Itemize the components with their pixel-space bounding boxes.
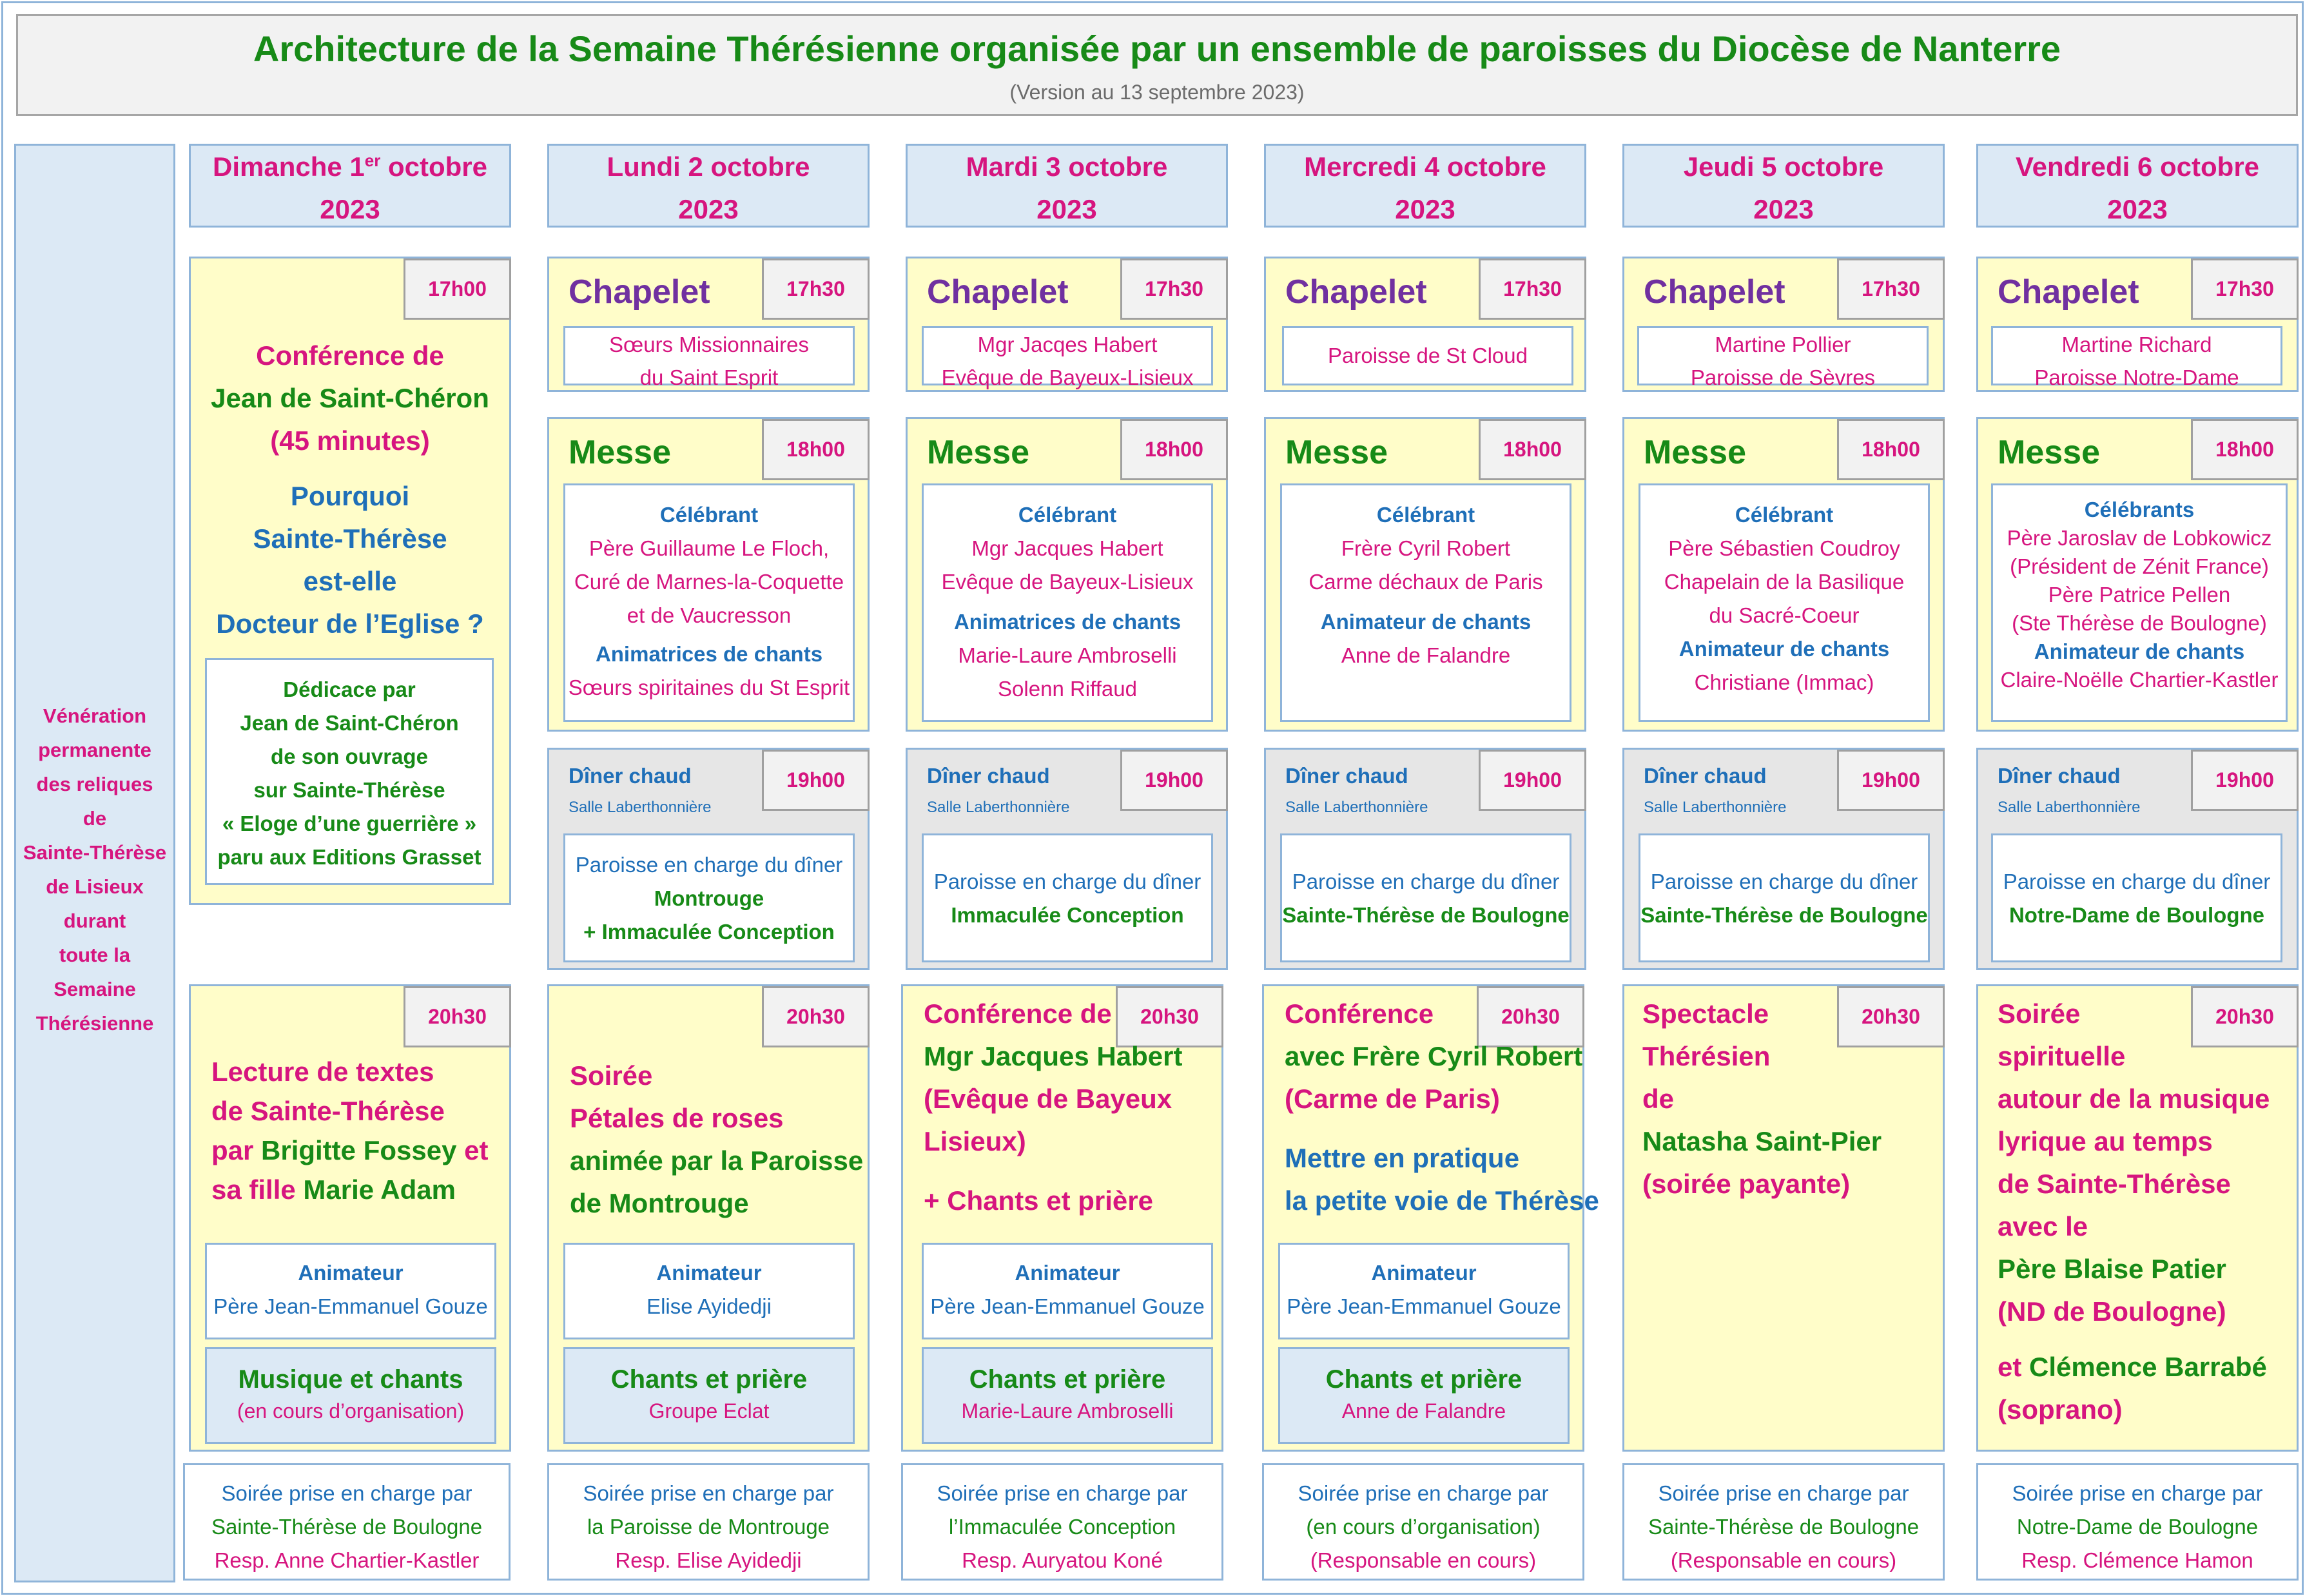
conference-title xyxy=(191,335,509,462)
soiree-line: de xyxy=(1642,1084,1675,1114)
soiree-line: avec Frère Cyril Robert xyxy=(1285,1041,1583,1071)
messe-card-mercredi xyxy=(1264,417,1586,732)
celebrant-heading: Célébrant xyxy=(1735,503,1834,527)
time-badge: 20h30 xyxy=(1837,986,1945,1047)
time-badge: 19h00 xyxy=(762,750,870,811)
chapelet-card-mardi xyxy=(906,257,1228,392)
day-header-dimanche xyxy=(189,144,511,228)
day-header-year: 2023 xyxy=(678,194,739,224)
diner-paroisse: Sainte-Thérèse de Boulogne xyxy=(1282,903,1570,927)
diner-intro: Paroisse en charge du dîner xyxy=(1650,870,1918,893)
time-badge: 17h00 xyxy=(404,258,511,320)
celebrant-heading: Célébrant xyxy=(1376,503,1475,527)
chapelet-line: Martine Richard xyxy=(2061,333,2212,356)
chapelet-line: Paroisse de Sèvres xyxy=(1690,365,1876,389)
chapelet-line: Paroisse de St Cloud xyxy=(1327,344,1528,367)
time-badge: 20h30 xyxy=(1116,986,1223,1047)
prise-paroisse: Sainte-Thérèse de Boulogne xyxy=(1648,1515,1920,1539)
soiree-title xyxy=(1642,993,1882,1205)
celebrant-line: Evêque de Bayeux-Lisieux xyxy=(941,570,1194,594)
prise-en-charge-mardi xyxy=(901,1463,1223,1581)
dedicace-line: de son ouvrage xyxy=(271,744,428,768)
chapelet-line: Sœurs Missionnaires xyxy=(609,333,809,356)
soiree-text: par xyxy=(211,1135,262,1165)
diner-salle: Salle Laberthonnière xyxy=(927,799,1070,816)
day-header-mardi xyxy=(906,144,1228,228)
soiree-text: et xyxy=(456,1135,489,1165)
chapelet-detail xyxy=(1637,326,1929,389)
celebrant-heading: Célébrant xyxy=(659,503,759,527)
dedicace-line: Dédicace par xyxy=(283,677,416,701)
soiree-line: Soirée xyxy=(1998,998,2081,1029)
prise-en-charge-lundi xyxy=(547,1463,870,1581)
time-badge: 18h00 xyxy=(1479,419,1586,480)
soiree-person: Marie Adam xyxy=(303,1174,456,1205)
celebrant-heading: Célébrant xyxy=(1018,503,1117,527)
soiree-line: la petite voie de Thérèse xyxy=(1285,1185,1599,1216)
day-header-year: 2023 xyxy=(320,194,380,224)
diner-salle: Salle Laberthonnière xyxy=(569,799,712,816)
chapelet-card-mercredi xyxy=(1264,257,1586,392)
soiree-line: Mettre en pratique xyxy=(1285,1143,1520,1173)
prise-en-charge-dimanche xyxy=(183,1463,511,1581)
diner-detail xyxy=(563,833,855,962)
soiree-line: de Montrouge xyxy=(570,1188,749,1218)
messe-card-lundi xyxy=(547,417,870,732)
chants-line: Anne de Falandre xyxy=(1341,643,1511,667)
soiree-line: Lecture de textes xyxy=(211,1056,434,1087)
chapelet-label: Chapelet xyxy=(1285,273,1427,311)
diner-detail xyxy=(1280,833,1571,962)
messe-card-vendredi xyxy=(1976,417,2299,732)
messe-label: Messe xyxy=(1285,434,1388,471)
messe-label: Messe xyxy=(1998,434,2100,471)
chants-heading: Animatrices de chants xyxy=(953,610,1182,634)
soiree-title xyxy=(924,993,1182,1222)
time-badge: 19h00 xyxy=(1837,750,1945,811)
sidebar-line: permanente xyxy=(38,739,151,761)
prise-paroisse: la Paroisse de Montrouge xyxy=(587,1515,830,1539)
animateur-heading: Animateur xyxy=(298,1261,404,1285)
sidebar-line: durant xyxy=(63,910,126,932)
chants-line: Claire-Noëlle Chartier-Kastler xyxy=(2000,668,2279,692)
day-header-lundi xyxy=(547,144,870,228)
diner-detail xyxy=(922,833,1213,962)
soiree-text: sa fille xyxy=(211,1174,304,1205)
prise-responsable: Resp. Anne Chartier-Kastler xyxy=(214,1548,480,1572)
soiree-card-mardi xyxy=(901,984,1223,1452)
chapelet-label: Chapelet xyxy=(927,273,1069,311)
time-badge: 17h30 xyxy=(1837,258,1945,320)
soiree-text: et xyxy=(1998,1352,2030,1382)
prise-responsable: Resp. Auryatou Koné xyxy=(962,1548,1163,1572)
chapelet-detail xyxy=(563,326,855,389)
time-badge: 20h30 xyxy=(2191,986,2299,1047)
question-line: est-elle xyxy=(303,566,397,596)
time-badge: 17h30 xyxy=(1120,258,1228,320)
prise-responsable: Resp. Clémence Hamon xyxy=(2021,1548,2253,1572)
prise-intro: Soirée prise en charge par xyxy=(1298,1481,1549,1505)
chapelet-line: Mgr Jacqes Habert xyxy=(977,333,1158,356)
messe-detail xyxy=(563,483,855,722)
animateur-name: Père Jean-Emmanuel Gouze xyxy=(213,1294,488,1318)
time-badge: 18h00 xyxy=(762,419,870,480)
animateur-box xyxy=(205,1243,496,1339)
day-header-year: 2023 xyxy=(1753,194,1814,224)
dedicace-line: sur Sainte-Thérèse xyxy=(253,778,445,802)
celebrant-line: Frère Cyril Robert xyxy=(1341,536,1511,560)
chapelet-line: du Saint Esprit xyxy=(639,365,779,389)
sidebar-line: Sainte-Thérèse xyxy=(23,841,167,864)
sidebar-line: toute la xyxy=(59,944,131,966)
animateur-heading: Animateur xyxy=(656,1261,762,1285)
chapelet-line: Paroisse Notre-Dame xyxy=(2034,365,2239,389)
diner-paroisse: Montrouge xyxy=(654,886,764,910)
sidebar-line: de Lisieux xyxy=(46,875,144,898)
sidebar-line: de xyxy=(83,807,107,830)
animateur-box xyxy=(1278,1243,1570,1339)
diner-intro: Paroisse en charge du dîner xyxy=(933,870,1201,893)
soiree-line: de Sainte-Thérèse xyxy=(1998,1169,2231,1199)
diner-label: Dîner chaud xyxy=(927,764,1050,788)
soiree-card-jeudi xyxy=(1622,984,1945,1452)
chants-heading: Animateur de chants xyxy=(1678,637,1890,661)
diner-salle: Salle Laberthonnière xyxy=(1998,799,2141,816)
soiree-title xyxy=(1998,993,2270,1431)
chants-line: Sœurs spiritaines du St Esprit xyxy=(568,676,850,699)
time-badge: 19h00 xyxy=(1120,750,1228,811)
sidebar-line: Semaine xyxy=(53,978,136,1000)
musique-box xyxy=(205,1347,496,1444)
day-header-vendredi xyxy=(1976,144,2299,228)
messe-label: Messe xyxy=(927,434,1029,471)
diner-card-jeudi xyxy=(1622,748,1945,970)
messe-label: Messe xyxy=(569,434,671,471)
soiree-title xyxy=(1285,993,1599,1222)
diner-salle: Salle Laberthonnière xyxy=(1285,799,1428,816)
diner-label: Dîner chaud xyxy=(1644,764,1767,788)
soiree-line: + Chants et prière xyxy=(924,1185,1153,1216)
chapelet-card-jeudi xyxy=(1622,257,1945,392)
soiree-line: de Sainte-Thérèse xyxy=(211,1096,445,1126)
soiree-title xyxy=(570,1055,863,1225)
soiree-line: Conférence xyxy=(1285,998,1434,1029)
soiree-title xyxy=(211,1052,488,1209)
animateur-box xyxy=(922,1243,1213,1339)
prise-paroisse: Sainte-Thérèse de Boulogne xyxy=(211,1515,483,1539)
soiree-line xyxy=(211,1170,488,1209)
celebrant-line: et de Vaucresson xyxy=(627,603,792,627)
time-badge: 19h00 xyxy=(1479,750,1586,811)
soiree-line: (soprano) xyxy=(1998,1394,2123,1425)
day-header-line1: Jeudi 5 octobre xyxy=(1683,151,1884,182)
sidebar-veneration xyxy=(14,144,175,1582)
chants-heading: Animateur de chants xyxy=(2034,639,2245,663)
celebrant-line: Père Patrice Pellen xyxy=(2048,583,2231,607)
musique-title: Chants et prière xyxy=(969,1365,1166,1394)
soiree-line: Conférence de xyxy=(924,998,1112,1029)
diner-label: Dîner chaud xyxy=(1998,764,2121,788)
musique-title: Chants et prière xyxy=(610,1365,808,1394)
sidebar-line: Thérésienne xyxy=(35,1012,154,1035)
chants-heading: Animatrices de chants xyxy=(595,642,823,666)
sidebar-line: Vénération xyxy=(43,705,147,727)
soiree-line: Spectacle xyxy=(1642,998,1769,1029)
animateur-heading: Animateur xyxy=(1015,1261,1120,1285)
sidebar-line: des reliques xyxy=(36,773,153,795)
day-header-year: 2023 xyxy=(1036,194,1097,224)
celebrant-line: Père Sébastien Coudroy xyxy=(1668,536,1900,560)
question-line: Pourquoi xyxy=(290,481,410,511)
diner-paroisse: + Immaculée Conception xyxy=(583,920,835,944)
soiree-line: Mgr Jacques Habert xyxy=(924,1041,1183,1071)
celebrant-line: (Président de Zénit France) xyxy=(2010,554,2269,578)
diner-intro: Paroisse en charge du dîner xyxy=(2003,870,2271,893)
diner-paroisse: Sainte-Thérèse de Boulogne xyxy=(1640,903,1928,927)
prise-paroisse: l’Immaculée Conception xyxy=(948,1515,1176,1539)
time-badge: 20h30 xyxy=(762,986,870,1047)
messe-detail xyxy=(1280,483,1571,722)
diner-card-vendredi xyxy=(1976,748,2299,970)
prise-en-charge-vendredi xyxy=(1976,1463,2299,1581)
diner-label: Dîner chaud xyxy=(1285,764,1408,788)
chants-line: Marie-Laure Ambroselli xyxy=(958,643,1177,667)
soiree-line: (ND de Boulogne) xyxy=(1998,1296,2226,1327)
chapelet-line: Evêque de Bayeux-Lisieux xyxy=(941,365,1194,389)
soiree-card-mercredi xyxy=(1262,984,1599,1452)
diner-card-mardi xyxy=(906,748,1228,970)
soiree-card-vendredi xyxy=(1976,984,2299,1452)
soiree-person: Brigitte Fossey xyxy=(261,1135,457,1165)
animateur-name: Père Jean-Emmanuel Gouze xyxy=(1287,1294,1561,1318)
chapelet-card-lundi xyxy=(547,257,870,392)
animateur-name: Père Jean-Emmanuel Gouze xyxy=(930,1294,1205,1318)
musique-title: Chants et prière xyxy=(1325,1365,1522,1394)
musique-box xyxy=(563,1347,855,1444)
prise-intro: Soirée prise en charge par xyxy=(2012,1481,2263,1505)
musique-sub: Anne de Falandre xyxy=(1341,1399,1506,1423)
conference-dimanche-card xyxy=(189,257,511,905)
chapelet-detail xyxy=(1282,326,1573,385)
musique-box xyxy=(922,1347,1213,1444)
day-name: Dimanche 1 xyxy=(212,151,365,182)
chapelet-line: Martine Pollier xyxy=(1715,333,1851,356)
celebrant-line: Carme déchaux de Paris xyxy=(1308,570,1543,594)
celebrant-line: Mgr Jacques Habert xyxy=(971,536,1163,560)
prise-intro: Soirée prise en charge par xyxy=(1658,1481,1909,1505)
soiree-line xyxy=(1998,1346,2270,1388)
prise-en-charge-jeudi xyxy=(1622,1463,1945,1581)
musique-sub: Marie-Laure Ambroselli xyxy=(961,1399,1174,1423)
diner-salle: Salle Laberthonnière xyxy=(1644,799,1787,816)
dedicace-box xyxy=(205,658,494,885)
chapelet-label: Chapelet xyxy=(569,273,710,311)
title-box xyxy=(16,14,2298,116)
soiree-line: Natasha Saint-Pier xyxy=(1642,1126,1882,1156)
prise-responsable: (Responsable en cours) xyxy=(1670,1548,1897,1572)
day-header-line1: Mercredi 4 octobre xyxy=(1304,151,1546,182)
celebrant-line: du Sacré-Coeur xyxy=(1709,603,1860,627)
diner-detail xyxy=(1991,833,2282,962)
day-header-line1 xyxy=(191,146,509,188)
celebrant-line: Père Jaroslav de Lobkowicz xyxy=(2007,526,2272,550)
soiree-line xyxy=(211,1131,488,1170)
day-ordinal: er xyxy=(364,151,381,170)
soiree-card-lundi xyxy=(547,984,870,1452)
celebrant-heading: Célébrants xyxy=(2084,498,2195,521)
animateur-box xyxy=(563,1243,855,1339)
diner-intro: Paroisse en charge du dîner xyxy=(1292,870,1560,893)
day-header-year: 2023 xyxy=(2107,194,2168,224)
prise-en-charge-mercredi xyxy=(1262,1463,1584,1581)
messe-detail xyxy=(1991,483,2288,722)
soiree-line: (Carme de Paris) xyxy=(1285,1084,1500,1114)
day-header-year: 2023 xyxy=(1395,194,1455,224)
celebrant-line: Curé de Marnes-la-Coquette xyxy=(574,570,844,594)
prise-responsable: (Responsable en cours) xyxy=(1310,1548,1537,1572)
soiree-line: Père Blaise Patier xyxy=(1998,1254,2226,1284)
chapelet-label: Chapelet xyxy=(1644,273,1785,311)
time-badge: 17h30 xyxy=(762,258,870,320)
soiree-line: (soirée payante) xyxy=(1642,1169,1851,1199)
celebrant-line: Chapelain de la Basilique xyxy=(1664,570,1905,594)
diner-paroisse: Notre-Dame de Boulogne xyxy=(2008,903,2265,927)
version-label: (Version au 13 septembre 2023) xyxy=(1009,81,1305,104)
soiree-line: Pétales de roses xyxy=(570,1103,784,1133)
soiree-line: (Evêque de Bayeux xyxy=(924,1084,1172,1114)
musique-title: Musique et chants xyxy=(238,1365,463,1394)
messe-label: Messe xyxy=(1644,434,1746,471)
diner-paroisse: Immaculée Conception xyxy=(951,903,1184,927)
dedicace-line: « Eloge d’une guerrière » xyxy=(222,812,477,835)
diner-detail xyxy=(1639,833,1930,962)
sidebar-text xyxy=(16,699,173,1040)
soiree-line: spirituelle xyxy=(1998,1041,2126,1071)
day-header-mercredi xyxy=(1264,144,1586,228)
dedicace-line: Jean de Saint-Chéron xyxy=(240,711,459,735)
musique-sub: (en cours d’organisation) xyxy=(237,1399,465,1423)
prise-intro: Soirée prise en charge par xyxy=(221,1481,472,1505)
soiree-person: Clémence Barrabé xyxy=(2029,1352,2267,1382)
diner-card-mercredi xyxy=(1264,748,1586,970)
conference-duration: (45 minutes) xyxy=(270,425,430,456)
musique-sub: Groupe Eclat xyxy=(648,1399,770,1423)
diner-label: Dîner chaud xyxy=(569,764,692,788)
prise-intro: Soirée prise en charge par xyxy=(583,1481,834,1505)
time-badge: 18h00 xyxy=(1120,419,1228,480)
question-line: Sainte-Thérèse xyxy=(253,523,447,554)
day-header-jeudi xyxy=(1622,144,1945,228)
diner-card-lundi xyxy=(547,748,870,970)
chapelet-card-vendredi xyxy=(1976,257,2299,392)
time-badge: 18h00 xyxy=(1837,419,1945,480)
day-month: octobre xyxy=(380,151,488,182)
diner-intro: Paroisse en charge du dîner xyxy=(575,853,843,877)
chapelet-detail xyxy=(1991,326,2282,389)
soiree-card-dimanche xyxy=(189,984,511,1452)
chapelet-detail xyxy=(922,326,1213,389)
messe-card-jeudi xyxy=(1622,417,1945,732)
conference-line: Conférence de xyxy=(256,340,444,371)
celebrant-line: Père Guillaume Le Floch, xyxy=(588,536,830,560)
conference-speaker: Jean de Saint-Chéron xyxy=(211,383,489,413)
chants-heading: Animateur de chants xyxy=(1320,610,1532,634)
page-title: Architecture de la Semaine Thérésienne organisée par un ensemble de paroisses du Diocèse de Nanterre xyxy=(253,28,2061,69)
messe-card-mardi xyxy=(906,417,1228,732)
day-header-line1: Lundi 2 octobre xyxy=(607,151,810,182)
dedicace-line: paru aux Editions Grasset xyxy=(217,845,481,869)
musique-box xyxy=(1278,1347,1570,1444)
chants-line: Christiane (Immac) xyxy=(1694,670,1874,694)
soiree-line: animée par la Paroisse xyxy=(570,1145,864,1176)
soiree-line: Thérésien xyxy=(1642,1041,1771,1071)
conference-question xyxy=(191,475,509,645)
soiree-line: avec le xyxy=(1998,1211,2088,1241)
day-header-line1: Mardi 3 octobre xyxy=(966,151,1168,182)
soiree-line: Lisieux) xyxy=(924,1126,1026,1156)
chapelet-label: Chapelet xyxy=(1998,273,2139,311)
celebrant-line: (Ste Thérèse de Boulogne) xyxy=(2012,611,2267,635)
question-line: Docteur de l’Eglise ? xyxy=(216,608,484,639)
animateur-name: Elise Ayidedji xyxy=(647,1294,772,1318)
time-badge: 18h00 xyxy=(2191,419,2299,480)
soiree-line: autour de la musique xyxy=(1998,1084,2270,1114)
messe-detail xyxy=(922,483,1213,722)
time-badge: 19h00 xyxy=(2191,750,2299,811)
prise-paroisse: (en cours d’organisation) xyxy=(1306,1515,1541,1539)
chants-line: Solenn Riffaud xyxy=(998,677,1137,701)
soiree-line: lyrique au temps xyxy=(1998,1126,2213,1156)
day-header-line1: Vendredi 6 octobre xyxy=(2015,151,2260,182)
time-badge: 20h30 xyxy=(1477,986,1584,1047)
time-badge: 17h30 xyxy=(2191,258,2299,320)
messe-detail xyxy=(1639,483,1930,722)
time-badge: 17h30 xyxy=(1479,258,1586,320)
prise-intro: Soirée prise en charge par xyxy=(937,1481,1188,1505)
animateur-heading: Animateur xyxy=(1371,1261,1477,1285)
soiree-line: Soirée xyxy=(570,1060,653,1091)
prise-paroisse: Notre-Dame de Boulogne xyxy=(2016,1515,2259,1539)
prise-responsable: Resp. Elise Ayidedji xyxy=(615,1548,802,1572)
time-badge: 20h30 xyxy=(404,986,511,1047)
